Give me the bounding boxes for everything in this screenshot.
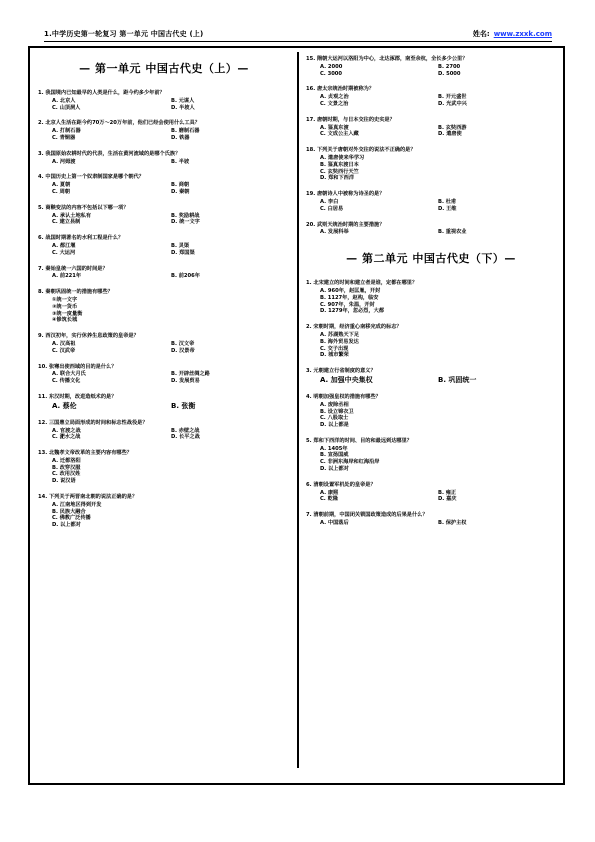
question-options [38, 297, 290, 324]
option-text: D. 发展贸易 [171, 378, 200, 385]
option-text: A. 江南地区得到开发 [52, 501, 102, 508]
question-stem: 14. 下列关于两晋南北朝的说法正确的是？ [38, 494, 138, 501]
option-text: D. 说汉语 [52, 478, 76, 485]
question-item [306, 117, 556, 138]
question-item [38, 174, 290, 195]
option-text: B. 重视农业 [438, 229, 467, 236]
option-text: A. 河姆渡 [52, 158, 76, 165]
question-item [306, 56, 556, 77]
option-text: B. 改穿汉服 [52, 464, 81, 471]
question-stem: 20. 武则天统治时期的主要措施？ [306, 221, 385, 228]
option-text: C. 非洲东海岸和红海沿岸 [320, 459, 380, 466]
right-question-list-bottom [306, 280, 556, 527]
question-options [306, 332, 556, 359]
option-text: A. 苏湖熟天下足 [320, 331, 360, 338]
question-item [38, 289, 290, 324]
option-text: A. 联合大月氏 [52, 371, 86, 378]
option-text: B. 保护主权 [438, 520, 467, 527]
question-stem: 12. 三国鼎立局面形成的时间和标志性战役是？ [38, 419, 148, 426]
question-options [306, 520, 556, 527]
option-text: D. 以上都对 [52, 522, 81, 529]
question-options [38, 428, 290, 442]
question-stem: 2. 北京人生活在距今约70万～20万年前，他们已经会使用什么工具？ [38, 120, 200, 127]
option-text: A. 北京人 [52, 97, 76, 104]
option-text: B. 杜甫 [438, 198, 457, 205]
question-stem: 4. 中国历史上第一个奴隶制国家是哪个朝代？ [38, 174, 144, 181]
question-options [38, 182, 290, 196]
question-stem: 5. 郑和下西洋的时间、目的和最远到达哪里？ [306, 437, 412, 444]
option-text: B. 灵渠 [171, 242, 190, 249]
question-item [38, 494, 290, 529]
header-name-label: 姓名: [472, 30, 490, 38]
right-question-list-top [306, 56, 556, 236]
section-title-2: — 第二单元 中国古代史（下）— [346, 252, 516, 266]
option-text: C. 乾隆 [320, 496, 338, 503]
question-options [38, 213, 290, 227]
question-stem: 7. 清朝前期，中国闭关锁国政策造成的后果是什么？ [306, 512, 428, 519]
question-item [38, 394, 290, 411]
option-text: B. 民族大融合 [52, 508, 86, 515]
option-text: B. 鉴真东渡日本 [320, 161, 359, 168]
option-text: D. 半坡人 [171, 104, 195, 111]
question-stem: 7. 秦始皇统一六国的时间是？ [38, 265, 108, 272]
question-options [38, 98, 290, 112]
option-text: D. 汉景帝 [171, 347, 195, 354]
question-options [306, 125, 556, 139]
question-options [306, 199, 556, 213]
option-text: B. 2700 [438, 63, 461, 70]
option-text: B. 磨制石器 [171, 128, 200, 135]
question-item [306, 368, 556, 385]
option-text: D. 城市繁荣 [320, 352, 349, 359]
question-options [306, 155, 556, 182]
option-text: C. 交子出现 [320, 345, 349, 352]
option-text: A. 都江堰 [52, 242, 76, 249]
option-text: B. 赤壁之战 [171, 427, 200, 434]
question-options [38, 371, 290, 385]
option-text: A. 鉴真东渡 [320, 124, 349, 131]
option-text: C. 3000 [320, 70, 343, 77]
left-question-list [38, 90, 290, 529]
option-text: ③统一度量衡 [52, 310, 83, 317]
question-item [306, 191, 556, 212]
option-text: C. 周朝 [52, 188, 70, 195]
question-item [38, 151, 290, 166]
question-item [306, 324, 556, 359]
option-text: C. 青铜器 [52, 134, 76, 141]
left-column [38, 56, 290, 538]
option-text: B. 元谋人 [171, 97, 195, 104]
question-stem: 17. 唐朝时期，与日本交往的史实是？ [306, 116, 395, 123]
question-options [38, 273, 290, 280]
question-stem: 3. 我国原始农耕时代的代表，生活在黄河流域的是哪个氏族？ [38, 150, 181, 157]
question-item [38, 333, 290, 354]
option-text: B. 设立锦衣卫 [320, 408, 354, 415]
option-text: A. 打制石器 [52, 128, 81, 135]
option-text: A. 遣唐使来华学习 [320, 154, 365, 161]
question-item [306, 438, 556, 473]
question-item [38, 235, 290, 256]
option-text: D. 郑和下西洋 [320, 175, 355, 182]
option-text: A. 蔡伦 [52, 401, 77, 410]
header-title: 1.中学历史第一轮复习 第一单元 中国古代史 (上) [44, 30, 204, 38]
question-stem: 2. 宋朝时期，经济重心南移完成的标志？ [306, 324, 402, 331]
question-stem: 1. 我国境内已知最早的人类是什么，距今约多少年前？ [38, 90, 165, 96]
question-options [38, 402, 290, 411]
option-text: ②统一货币 [52, 303, 78, 310]
option-text: C. 玄奘西行天竺 [320, 168, 359, 175]
question-item [38, 266, 290, 281]
question-options [306, 376, 556, 385]
option-text: B. 雍正 [438, 489, 457, 496]
question-options [306, 446, 556, 473]
question-stem: 4. 明朝加强皇权的措施有哪些？ [306, 393, 381, 400]
option-text: B. 玄奘西游 [438, 124, 467, 131]
option-text: A. 960年，赵匡胤，开封 [320, 287, 381, 294]
question-options [306, 288, 556, 315]
option-text: A. 加强中央集权 [320, 375, 373, 384]
question-stem: 13. 北魏孝文帝改革的主要内容有哪些？ [38, 450, 132, 457]
option-text: D. 以上都对 [320, 466, 349, 473]
option-text: C. 传播文化 [52, 378, 81, 385]
question-item [306, 512, 556, 527]
question-stem: 3. 元朝建立行省制度的意义？ [306, 368, 376, 375]
option-text: B. 宣扬国威 [320, 452, 349, 459]
page-header [44, 27, 552, 42]
option-text: D. 秦朝 [171, 188, 190, 195]
option-text: C. 白居易 [320, 205, 344, 212]
option-text: B. 商朝 [171, 182, 190, 189]
question-stem: 11. 东汉时期，改进造纸术的是？ [38, 393, 117, 400]
question-item [306, 222, 556, 237]
option-text: A. 贞观之治 [320, 94, 349, 101]
option-text: D. 长平之战 [171, 434, 200, 441]
option-text: C. 文成公主入藏 [320, 131, 359, 138]
option-text: C. 佛教广泛传播 [52, 515, 91, 522]
option-text: C. 改用汉姓 [52, 471, 81, 478]
option-text: A. 迁都洛阳 [52, 457, 81, 464]
header-link[interactable]: www.zxxk.com [493, 30, 552, 38]
option-text: A. 汉高祖 [52, 340, 76, 347]
option-text: B. 张衡 [171, 401, 196, 410]
question-stem: 8. 秦朝巩固统一的措施有哪些？ [38, 289, 113, 296]
option-text: B. 开辟丝绸之路 [171, 371, 210, 378]
option-text: B. 奖励耕战 [171, 212, 200, 219]
question-item [38, 205, 290, 226]
option-text: C. 大运河 [52, 249, 76, 256]
option-text: A. 2000 [320, 63, 343, 70]
option-text: A. 承认土地私有 [52, 212, 92, 219]
option-text: D. 光武中兴 [438, 100, 467, 107]
option-text: C. 汉武帝 [52, 347, 76, 354]
question-item [38, 420, 290, 441]
option-text: D. 5000 [438, 70, 461, 77]
question-options [306, 94, 556, 108]
option-text: B. 汉文帝 [171, 340, 195, 347]
question-item [38, 90, 290, 111]
option-text: A. 前221年 [52, 273, 82, 280]
option-text: A. 1405年 [320, 445, 348, 452]
option-text: B. 开元盛世 [438, 94, 467, 101]
option-text: ④修筑长城 [52, 317, 78, 324]
question-stem: 18. 下列关于唐朝对外交往的说法不正确的是？ [306, 147, 416, 154]
option-text: C. 山顶洞人 [52, 104, 81, 111]
question-item [306, 86, 556, 107]
option-text: D. 1279年，忽必烈，大都 [320, 308, 385, 315]
question-options [38, 458, 290, 485]
question-options [306, 402, 556, 429]
question-options [38, 159, 290, 166]
question-stem: 9. 西汉初年，实行休养生息政策的皇帝是？ [38, 333, 139, 340]
option-text: C. 八股取士 [320, 415, 349, 422]
question-options [306, 490, 556, 504]
option-text: A. 李白 [320, 198, 339, 205]
question-stem: 10. 张骞出使西域的目的是什么？ [38, 363, 117, 370]
option-text: A. 官渡之战 [52, 427, 81, 434]
question-item [38, 120, 290, 141]
question-stem: 19. 唐朝诗人中被称为诗圣的是？ [306, 191, 385, 198]
question-options [38, 128, 290, 142]
question-item [306, 147, 556, 182]
option-text: D. 遣唐使 [438, 131, 462, 138]
option-text: A. 发展科举 [320, 229, 349, 236]
option-text: C. 文景之治 [320, 100, 349, 107]
question-options [38, 502, 290, 529]
question-stem: 6. 清朝设置军机处的皇帝是？ [306, 481, 376, 488]
question-item [38, 364, 290, 385]
option-text: D. 以上都是 [320, 422, 349, 429]
option-text: C. 淝水之战 [52, 434, 81, 441]
option-text: B. 1127年，赵构，临安 [320, 294, 379, 301]
question-stem: 16. 唐太宗统治时期被称为？ [306, 86, 375, 93]
option-text: A. 康熙 [320, 489, 339, 496]
option-text: A. 中国落后 [320, 520, 349, 527]
option-text: D. 王维 [438, 205, 457, 212]
question-item [306, 482, 556, 503]
option-text: D. 统一文字 [171, 219, 200, 226]
question-options [38, 243, 290, 257]
option-text: A. 夏朝 [52, 182, 71, 189]
question-options [306, 64, 556, 78]
option-text: D. 嘉庆 [438, 496, 457, 503]
option-text: B. 巩固统一 [438, 375, 477, 384]
question-item [306, 280, 556, 315]
header-right [473, 27, 552, 41]
question-options [38, 341, 290, 355]
option-text: B. 前206年 [171, 273, 200, 280]
option-text: B. 海外贸易发达 [320, 338, 359, 345]
question-options [306, 229, 556, 236]
option-text: C. 907年，朱温，开封 [320, 301, 375, 308]
question-item [306, 394, 556, 429]
option-text: D. 铁器 [171, 134, 190, 141]
column-divider [297, 52, 299, 768]
question-stem: 1. 北宋建立的时间和建立者是谁，定都在哪里？ [306, 280, 418, 287]
right-column [306, 56, 556, 536]
question-stem: 5. 商鞅变法的内容不包括以下哪一项？ [38, 204, 129, 211]
question-item [38, 450, 290, 485]
question-stem: 15. 隋朝大运河以洛阳为中心，北达涿郡，南至余杭，全长多少公里？ [306, 56, 468, 62]
option-text: C. 建立县制 [52, 219, 81, 226]
option-text: D. 郑国渠 [171, 249, 195, 256]
question-stem: 6. 战国时期著名的水利工程是什么？ [38, 235, 124, 242]
option-text: A. 废除丞相 [320, 401, 349, 408]
option-text: B. 半坡 [171, 158, 190, 165]
option-text: ①统一文字 [52, 296, 78, 303]
section-title-1: — 第一单元 中国古代史（上）— [79, 62, 249, 75]
